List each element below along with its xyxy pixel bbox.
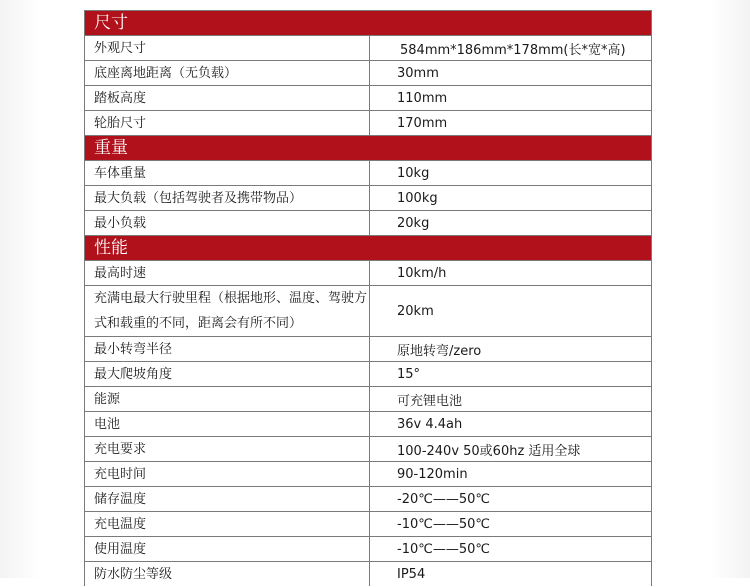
page-left-shade	[0, 0, 40, 578]
section-header-weight: 重量	[85, 135, 651, 160]
spec-row	[85, 361, 651, 386]
spec-row	[85, 260, 651, 285]
spec-value: 100-240v 50或60hz 适用全球	[370, 437, 651, 461]
spec-row	[85, 411, 651, 436]
spec-value: -10℃——50℃	[370, 512, 651, 536]
spec-table	[84, 10, 652, 586]
spec-label: 防水防尘等级	[85, 562, 370, 586]
spec-value: 10kg	[370, 161, 651, 185]
spec-value: 原地转弯/zero	[370, 337, 651, 361]
spec-row	[85, 285, 651, 336]
spec-row	[85, 561, 651, 586]
spec-label: 车体重量	[85, 161, 370, 185]
spec-label: 外观尺寸	[85, 36, 370, 60]
spec-row	[85, 461, 651, 486]
spec-label: 储存温度	[85, 487, 370, 511]
spec-row	[85, 85, 651, 110]
spec-label: 最小转弯半径	[85, 337, 370, 361]
spec-value: 20km	[370, 286, 651, 336]
spec-label: 底座离地距离（无负载）	[85, 61, 370, 85]
spec-value: 20kg	[370, 211, 651, 235]
spec-row	[85, 210, 651, 235]
spec-value: 170mm	[370, 111, 651, 135]
spec-row	[85, 160, 651, 185]
spec-row	[85, 486, 651, 511]
spec-value: -20℃——50℃	[370, 487, 651, 511]
spec-label: 充满电最大行驶里程（根据地形、温度、驾驶方式和载重的不同，距离会有所不同）	[85, 286, 370, 336]
section-header-dimensions: 尺寸	[85, 10, 651, 35]
spec-label: 使用温度	[85, 537, 370, 561]
spec-row	[85, 511, 651, 536]
spec-row	[85, 60, 651, 85]
spec-value: 584mm*186mm*178mm(长*宽*高)	[370, 36, 651, 60]
spec-label: 最高时速	[85, 261, 370, 285]
spec-label: 踏板高度	[85, 86, 370, 110]
spec-value: 可充锂电池	[370, 387, 651, 411]
spec-value: 10km/h	[370, 261, 651, 285]
spec-label: 最小负载	[85, 211, 370, 235]
spec-label: 电池	[85, 412, 370, 436]
spec-label: 轮胎尺寸	[85, 111, 370, 135]
spec-row	[85, 185, 651, 210]
page-right-shade	[710, 0, 750, 578]
spec-label: 最大爬坡角度	[85, 362, 370, 386]
spec-value: 100kg	[370, 186, 651, 210]
spec-label: 能源	[85, 387, 370, 411]
spec-value: 90-120min	[370, 462, 651, 486]
spec-value: 15°	[370, 362, 651, 386]
section-header-performance: 性能	[85, 235, 651, 260]
spec-row	[85, 336, 651, 361]
spec-label: 最大负载（包括驾驶者及携带物品）	[85, 186, 370, 210]
spec-value: -10℃——50℃	[370, 537, 651, 561]
spec-value: 30mm	[370, 61, 651, 85]
spec-label: 充电要求	[85, 437, 370, 461]
spec-row	[85, 536, 651, 561]
spec-value: 36v 4.4ah	[370, 412, 651, 436]
spec-value: 110mm	[370, 86, 651, 110]
spec-label: 充电时间	[85, 462, 370, 486]
spec-row	[85, 386, 651, 411]
spec-row	[85, 436, 651, 461]
spec-row	[85, 35, 651, 60]
spec-row	[85, 110, 651, 135]
spec-value: IP54	[370, 562, 651, 586]
spec-label: 充电温度	[85, 512, 370, 536]
